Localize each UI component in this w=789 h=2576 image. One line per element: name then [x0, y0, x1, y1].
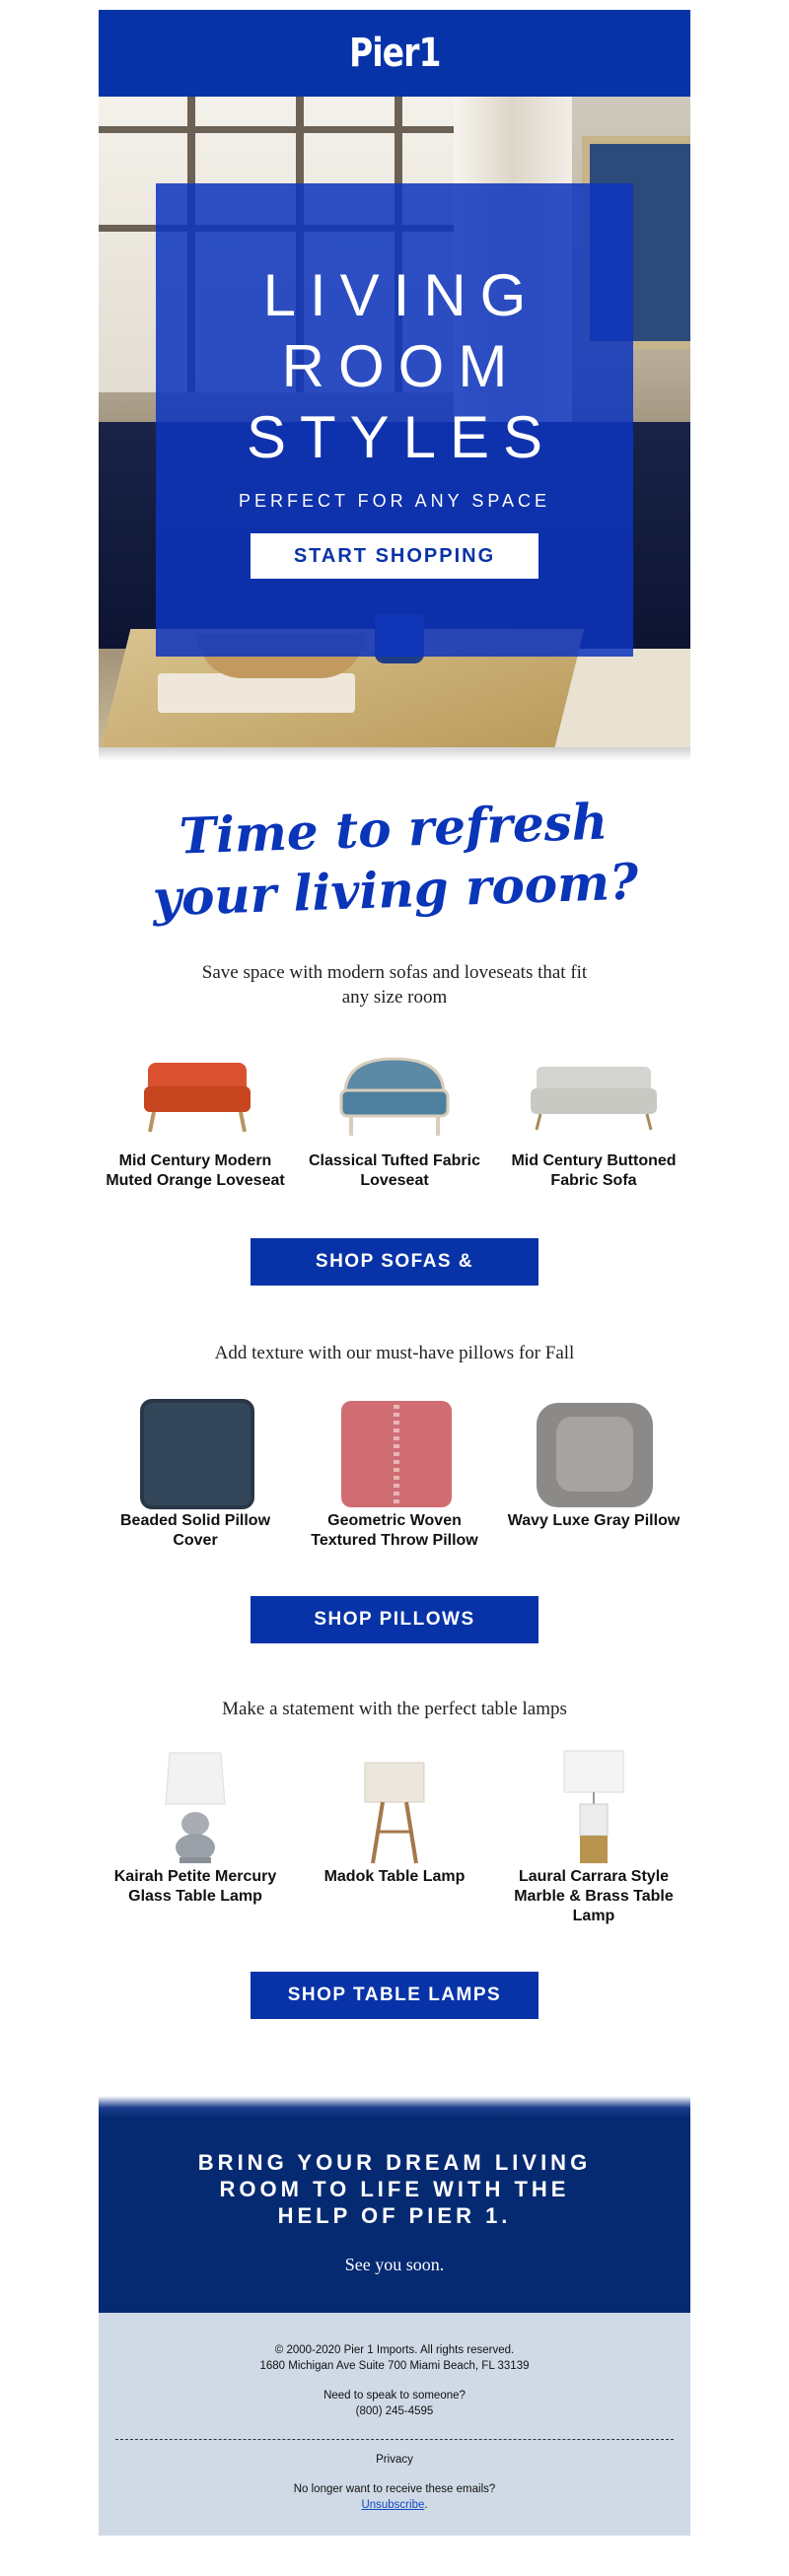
hero-overlay [156, 183, 633, 657]
product-card[interactable] [298, 1749, 491, 1926]
header-bar [99, 10, 690, 97]
footer-message: BRING YOUR DREAM LIVING ROOM TO LIFE WITH THE HELP OF PIER 1. [197, 2150, 592, 2228]
lamps-intro: Make a statement with the perfect table lamps [222, 1699, 567, 1719]
product-name[interactable]: Mid Century Modern Muted Orange Loveseat [106, 1152, 285, 1189]
blue-tufted-loveseat-image[interactable] [298, 1033, 491, 1151]
product-card[interactable] [497, 1033, 690, 1191]
product-card[interactable] [99, 1749, 292, 1926]
product-name[interactable]: Beaded Solid Pillow Cover [119, 1512, 271, 1549]
sofas-intro: Save space with modern sofas and loveseats that fit any size room [201, 962, 588, 1008]
product-name[interactable]: Wavy Luxe Gray Pillow [507, 1512, 681, 1529]
dashed-divider [115, 2439, 674, 2440]
books-image [158, 673, 355, 713]
copyright-text: © 2000-2020 Pier 1 Imports. All rights reserved. [274, 2344, 515, 2356]
hero-banner[interactable] [99, 97, 690, 747]
hero-shadow [99, 747, 690, 761]
footer-signoff: See you soon. [344, 2255, 445, 2274]
start-shopping-button[interactable]: START SHOPPING [251, 533, 538, 579]
product-card[interactable] [497, 1393, 690, 1551]
email-container [99, 10, 690, 2536]
product-name[interactable]: Laural Carrara Style Marble & Brass Table Lamp [514, 1868, 674, 1924]
phone-link[interactable]: (800) 245-4595 [355, 2405, 434, 2417]
legal-footer [99, 2313, 690, 2536]
period-text: . [424, 2499, 428, 2511]
lamp-products [99, 1749, 690, 1926]
hero-subtitle: PERFECT FOR ANY SPACE [238, 491, 551, 511]
product-card[interactable] [497, 1749, 690, 1926]
product-card[interactable] [99, 1393, 292, 1551]
address-text: 1680 Michigan Ave Suite 700 Miami Beach, FL 33139 [259, 2360, 530, 2372]
script-headline: Time to refresh your living room? [151, 792, 640, 928]
pier1-logo[interactable]: Pier1 [348, 31, 441, 76]
madok-lamp-image[interactable] [298, 1749, 491, 1867]
hero-title: LIVING ROOM STYLES [246, 262, 557, 470]
product-name[interactable]: Geometric Woven Textured Throw Pillow [311, 1512, 478, 1549]
sofa-products [99, 1033, 690, 1191]
product-name[interactable]: Mid Century Buttoned Fabric Sofa [511, 1152, 677, 1189]
product-card[interactable] [99, 1033, 292, 1191]
product-card[interactable] [298, 1033, 491, 1191]
red-pillow-image[interactable] [298, 1393, 491, 1511]
shop-lamps-button[interactable]: SHOP TABLE LAMPS [251, 1972, 538, 2019]
navy-pillow-image[interactable] [99, 1393, 292, 1511]
pillows-intro: Add texture with our must-have pillows for Fall [214, 1343, 575, 1363]
product-name[interactable]: Classical Tufted Fabric Loveseat [309, 1152, 480, 1189]
unsubscribe-question: No longer want to receive these emails? [293, 2483, 496, 2495]
gray-fur-pillow-image[interactable] [497, 1393, 690, 1511]
help-text: Need to speak to someone? [323, 2390, 466, 2402]
footer-message-block [99, 2118, 690, 2313]
brush-stroke-divider [99, 2096, 690, 2118]
product-card[interactable] [298, 1393, 491, 1551]
marble-lamp-image[interactable] [497, 1749, 690, 1867]
product-name[interactable]: Madok Table Lamp [323, 1868, 466, 1885]
product-name[interactable]: Kairah Petite Mercury Glass Table Lamp [113, 1868, 277, 1905]
mercury-lamp-image[interactable] [99, 1749, 292, 1867]
gray-sofa-image[interactable] [497, 1033, 690, 1151]
pillow-products [99, 1393, 690, 1551]
unsubscribe-link[interactable]: Unsubscribe [361, 2499, 425, 2511]
shop-sofas-button[interactable]: SHOP SOFAS & SECTIONALS [251, 1238, 538, 1286]
shop-pillows-button[interactable]: SHOP PILLOWS [251, 1596, 538, 1643]
orange-loveseat-image[interactable] [99, 1033, 292, 1151]
privacy-link[interactable]: Privacy [376, 2454, 413, 2466]
